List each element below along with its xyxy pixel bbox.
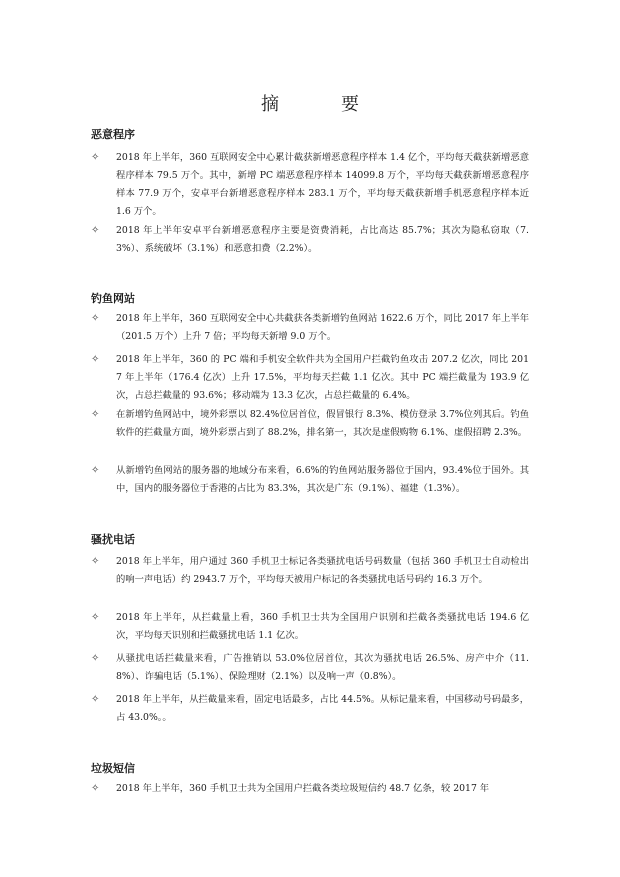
diamond-bullet-icon: ✧ — [91, 556, 100, 567]
diamond-bullet-icon: ✧ — [91, 313, 100, 324]
diamond-bullet-icon: ✧ — [91, 152, 100, 163]
list-item-text: 2018 年上半年，用户通过 360 手机卫士标记各类骚扰电话号码数量（包括 360 手机卫士自动检出的响一声电话）约 2943.7 万个，平均每天被用户标记的各类骚扰电话号码约 16.3 万个。 — [116, 556, 529, 585]
list-item-text: 2018 年上半年，360 互联网安全中心共截获各类新增钓鱼网站 1622.6 万个，同比 2017 年上半年（201.5 万个）上升 7 倍；平均每天新增 9.0 万个。 — [116, 313, 529, 342]
list-item-text: 2018 年上半年安卓平台新增恶意程序主要是资费消耗，占比高达 85.7%；其次为隐私窃取（7.3%）、系统破坏（3.1%）和恶意扣费（2.2%）。 — [116, 225, 529, 254]
diamond-bullet-icon: ✧ — [91, 225, 100, 236]
diamond-bullet-icon: ✧ — [91, 694, 100, 705]
list-item-text: 2018 年上半年，360 的 PC 端和手机安全软件共为全国用户拦截钓鱼攻击 207.2 亿次，同比 2017 年上半年（176.4 亿次）上升 17.5%，平均每天拦截 1.1 亿次。其中 PC 端拦截量为 193.9 亿次，占总拦截量的 93.6%；移动端为 13.3 亿次，占总拦截量的 6.4%。 — [116, 354, 529, 401]
diamond-bullet-icon: ✧ — [91, 783, 100, 794]
section-heading-malware: 恶意程序 — [91, 128, 135, 141]
diamond-bullet-icon: ✧ — [91, 409, 100, 420]
page-title: 摘 要 — [261, 94, 381, 115]
list-item-text: 从新增钓鱼网站的服务器的地域分布来看，6.6%的钓鱼网站服务器位于国内，93.4%位于国外。其中，国内的服务器位于香港的占比为 83.3%，其次是广东（9.1%）、福建（1.3%）。 — [116, 465, 529, 494]
diamond-bullet-icon: ✧ — [91, 354, 100, 365]
diamond-bullet-icon: ✧ — [91, 465, 100, 476]
diamond-bullet-icon: ✧ — [91, 653, 100, 664]
list-item-text: 2018 年上半年，360 手机卫士共为全国用户拦截各类垃圾短信约 48.7 亿条，较 2017 年 — [116, 783, 490, 794]
list-item-text: 在新增钓鱼网站中，境外彩票以 82.4%位居首位，假冒银行 8.3%、模仿登录 3.7%位列其后。钓鱼软件的拦截量方面，境外彩票占到了 88.2%，排名第一，其次是虚假购物 6.1%、虚假招聘 2.3%。 — [116, 409, 529, 438]
section-heading-spam-sms: 垃圾短信 — [91, 762, 135, 775]
list-item-text: 2018 年上半年，从拦截量来看，固定电话最多，占比 44.5%。从标记量来看，中国移动号码最多，占 43.0%。。 — [116, 694, 529, 723]
section-heading-harassment-calls: 骚扰电话 — [91, 533, 135, 546]
list-item-text: 2018 年上半年，360 互联网安全中心累计截获新增恶意程序样本 1.4 亿个，平均每天截获新增恶意程序样本 79.5 万个。其中，新增 PC 端恶意程序样本 14099.8 万个，平均每天截获新增恶意程序样本 77.9 万个，安卓平台新增恶意程序样本 283.1 万个，平均每天截获新增手机恶意程序样本近 1.6 万个。 — [116, 152, 529, 217]
section-heading-phishing: 钓鱼网站 — [91, 292, 135, 305]
list-item-text: 从骚扰电话拦截量来看，广告推销以 53.0%位居首位，其次为骚扰电话 26.5%、房产中介（11.8%）、诈骗电话（5.1%）、保险理财（2.1%）以及响一声（0.8%）。 — [116, 653, 529, 682]
diamond-bullet-icon: ✧ — [91, 612, 100, 623]
list-item-text: 2018 年上半年，从拦截量上看，360 手机卫士共为全国用户识别和拦截各类骚扰电话 194.6 亿次，平均每天识别和拦截骚扰电话 1.1 亿次。 — [116, 612, 529, 641]
